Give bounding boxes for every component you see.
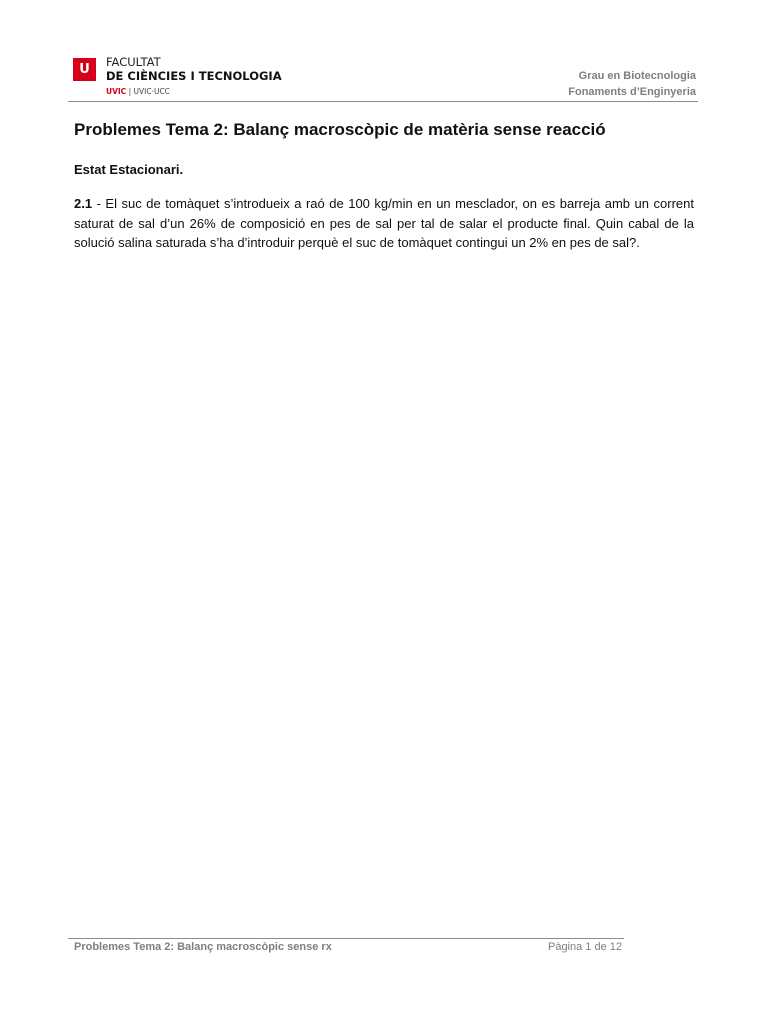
course-info xyxy=(568,68,696,100)
faculty-line-3 xyxy=(106,85,282,99)
footer-title: Problemes Tema 2: Balanç macroscòpic sense rx xyxy=(74,941,332,953)
problem-text: - El suc de tomàquet s’introdueix a raó de 100 kg/min en un mesclador, on es barreja amb un corrent saturat de sal d’un 26% de composició en pes de sal per tal de salar el producte final. Quin cabal de la solució salina saturada s’ha d’introduir perquè el suc de tomàquet contingui un 2% en pes de sal?. xyxy=(74,196,694,250)
section-heading: Estat Estacionari. xyxy=(74,162,184,177)
course-name: Fonaments d’Enginyeria xyxy=(568,86,696,98)
uvic-brand: UVIC xyxy=(106,87,127,96)
problem-number: 2.1 xyxy=(74,196,93,211)
faculty-name xyxy=(106,55,282,99)
uvic-ucc-label: | UVIC·UCC xyxy=(126,87,170,96)
document-title: Problemes Tema 2: Balanç macroscòpic de matèria sense reacció xyxy=(74,120,606,139)
university-logo: U xyxy=(73,58,96,81)
header-divider xyxy=(68,101,698,102)
footer-divider xyxy=(68,938,624,939)
faculty-line-2: DE CIÈNCIES I TECNOLOGIA xyxy=(106,69,282,83)
page-header xyxy=(68,52,698,102)
page-number: Pàgina 1 de 12 xyxy=(547,941,622,953)
problem-paragraph xyxy=(74,194,694,253)
degree-name: Grau en Biotecnologia xyxy=(578,70,696,82)
faculty-line-1: FACULTAT xyxy=(106,55,161,69)
